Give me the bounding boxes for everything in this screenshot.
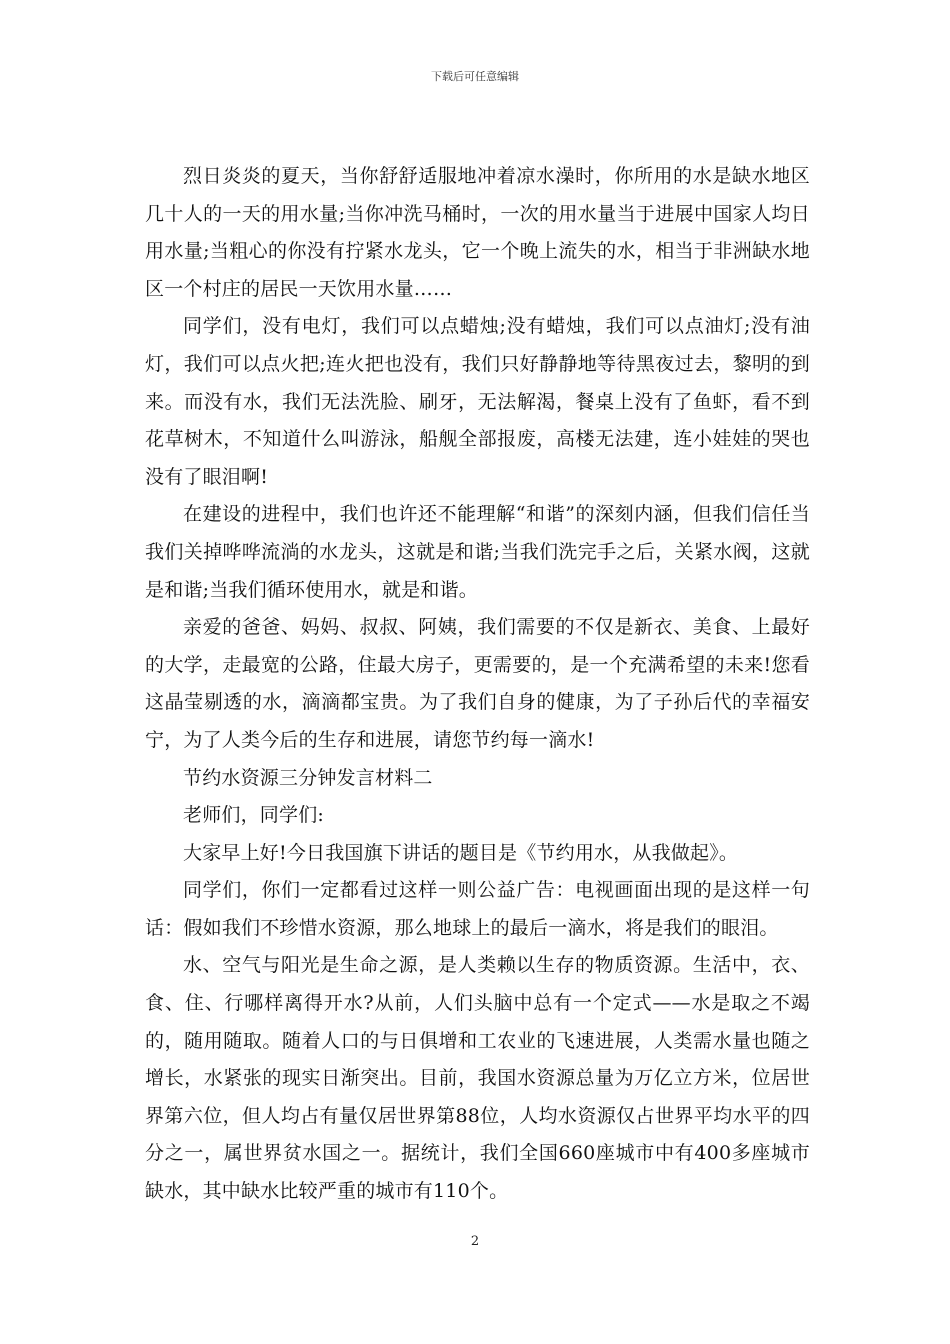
paragraph: 大家早上好!今日我国旗下讲话的题目是《节约用水，从我做起》。 bbox=[183, 841, 739, 864]
paragraph: 水、空气与阳光是生命之源，是人类赖以生存的物质资源。生活中，衣、食、住、行哪样离得开水?从前，人们头脑中总有一个定式——水是取之不竭的，随用随取。随着人口的与日俱增和工农业的飞速进展，人类需水量也随之增长，水紧张的现实日渐突出。目前，我国水资源总量为万亿立方米，位居世界第六位，但人均占有量仅居世界第88位，人均水资源仅占世界平均水平的四分之一，属世界贫水国之一。据统计，我们全国660座城市中有400多座城市缺水，其中缺水比较严重的城市有110个。 bbox=[145, 954, 810, 1203]
page-header: 下载后可任意编辑 bbox=[431, 70, 519, 83]
paragraph: 亲爱的爸爸、妈妈、叔叔、阿姨，我们需要的不仅是新衣、美食、上最好的大学，走最宽的公路，住最大房子，更需要的，是一个充满希望的未来!您看这晶莹剔透的水，滴滴都宝贵。为了我们自身的健康，为了子孙后代的幸福安宁，为了人类今后的生存和进展，请您节约每一滴水! bbox=[145, 616, 810, 751]
document-body bbox=[145, 158, 810, 1211]
paragraph: 同学们，你们一定都看过这样一则公益广告：电视画面出现的是这样一句话：假如我们不珍惜水资源，那么地球上的最后一滴水，将是我们的眼泪。 bbox=[145, 879, 810, 939]
section-title: 节约水资源三分钟发言材料二 bbox=[183, 766, 433, 789]
paragraph: 同学们，没有电灯，我们可以点蜡烛;没有蜡烛，我们可以点油灯;没有油灯，我们可以点火把;连火把也没有，我们只好静静地等待黑夜过去，黎明的到来。而没有水，我们无法洗脸、刷牙，无法解渴，餐桌上没有了鱼虾，看不到花草树木，不知道什么叫游泳，船舰全部报废，高楼无法建，连小娃娃的哭也没有了眼泪啊! bbox=[145, 315, 810, 488]
page-number: 2 bbox=[470, 1234, 480, 1249]
paragraph: 烈日炎炎的夏天，当你舒舒适服地冲着凉水澡时，你所用的水是缺水地区几十人的一天的用水量;当你冲洗马桶时，一次的用水量当于进展中国家人均日用水量;当粗心的你没有拧紧水龙头，它一个晚上流失的水，相当于非洲缺水地区一个村庄的居民一天饮用水量…… bbox=[145, 165, 810, 300]
paragraph: 在建设的进程中，我们也许还不能理解“和谐”的深刻内涵，但我们信任当我们关掉哗哗流淌的水龙头，这就是和谐;当我们洗完手之后，关紧水阀，这就是和谐;当我们循环使用水，就是和谐。 bbox=[145, 503, 810, 601]
salutation: 老师们，同学们: bbox=[183, 804, 325, 827]
